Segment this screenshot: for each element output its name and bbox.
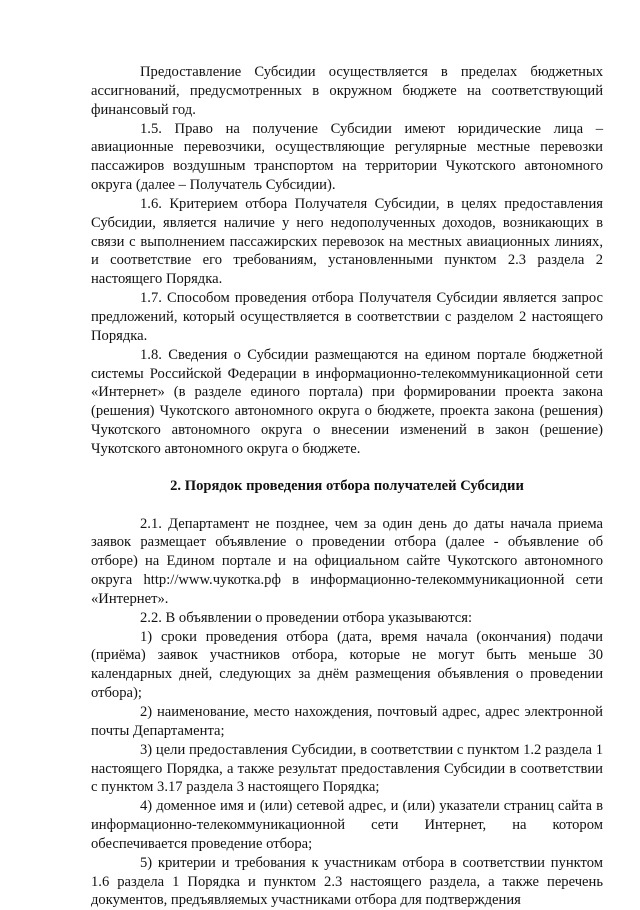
list-item-2: 2) наименование, место нахождения, почтовый адрес, адрес электронной почты Департамента;: [91, 704, 603, 739]
paragraph-2-1: 2.1. Департамент не позднее, чем за один день до даты начала приема заявок размещает объявление о проведении отбора (далее - объявление об отборе) на Едином портале и на официальном сайте Чукотского автономного округа http://www.чукотка.рф в информационно-телекоммуникационной сети «Интернет».: [91, 515, 603, 607]
list-item-3: 3) цели предоставления Субсидии, в соответствии с пунктом 1.2 раздела 1 настоящего Порядка, а также результат предоставления Субсидии в соответствии с пунктом 3.17 раздела 3 настоящего Порядка;: [91, 741, 603, 796]
list-item-5: 5) критерии и требования к участникам отбора в соответствии пунктом 1.6 раздела 1 Порядка и пунктом 2.3 настоящего раздела, а также перечень документов, предъявляемых участниками отбора для подтверждения: [91, 854, 603, 909]
paragraph-1-7: 1.7. Способом проведения отбора Получателя Субсидии является запрос предложений, который осуществляется в соответствии с разделом 2 настоящего Порядка.: [91, 290, 603, 344]
document-page: [91, 63, 603, 910]
paragraph-2-2: 2.2. В объявлении о проведении отбора указываются:: [140, 609, 473, 626]
paragraph-1-5: 1.5. Право на получение Субсидии имеют юридические лица – авиационные перевозчики, осуществляющие регулярные местные перевозки пассажиров воздушным транспортом на территории Чукотского автономного округа (далее – Получатель Субсидии).: [91, 120, 603, 194]
paragraph-intro: Предоставление Субсидии осуществляется в пределах бюджетных ассигнований, предусмотренных в окружном бюджете на соответствующий финансовый год.: [91, 64, 603, 118]
section-2-heading: 2. Порядок проведения отбора получателей Субсидии: [170, 477, 524, 494]
list-item-4: 4) доменное имя и (или) сетевой адрес, и (или) указатели страниц сайта в информационно-телекоммуникационной сети Интернет, на котором обеспечивается проведение отбора;: [91, 798, 603, 852]
list-item-1: 1) сроки проведения отбора (дата, время начала (окончания) подачи (приёма) заявок участников отбора, которые не могут быть меньше 30 календарных дней, следующих за днём размещения объявления о проведении отбора);: [91, 628, 603, 702]
paragraph-1-8: 1.8. Сведения о Субсидии размещаются на едином портале бюджетной системы Российской Федерации в информационно-телекоммуникационной сети «Интернет» (в разделе единого портала) при формировании проекта закона (решения) Чукотского автономного округа о бюджете, проекта закона (решения) Чукотского автономного округа о внесении изменений в закон (решение) Чукотского автономного округа о бюджете.: [91, 346, 603, 457]
paragraph-1-6: 1.6. Критерием отбора Получателя Субсидии, в целях предоставления Субсидии, является наличие у него недополученных доходов, возникающих в связи с выполнением пассажирских перевозок на местных авиационных линиях, и соответствие его требованиям, установленными пунктом 2.3 раздела 2 настоящего Порядка.: [91, 195, 603, 288]
